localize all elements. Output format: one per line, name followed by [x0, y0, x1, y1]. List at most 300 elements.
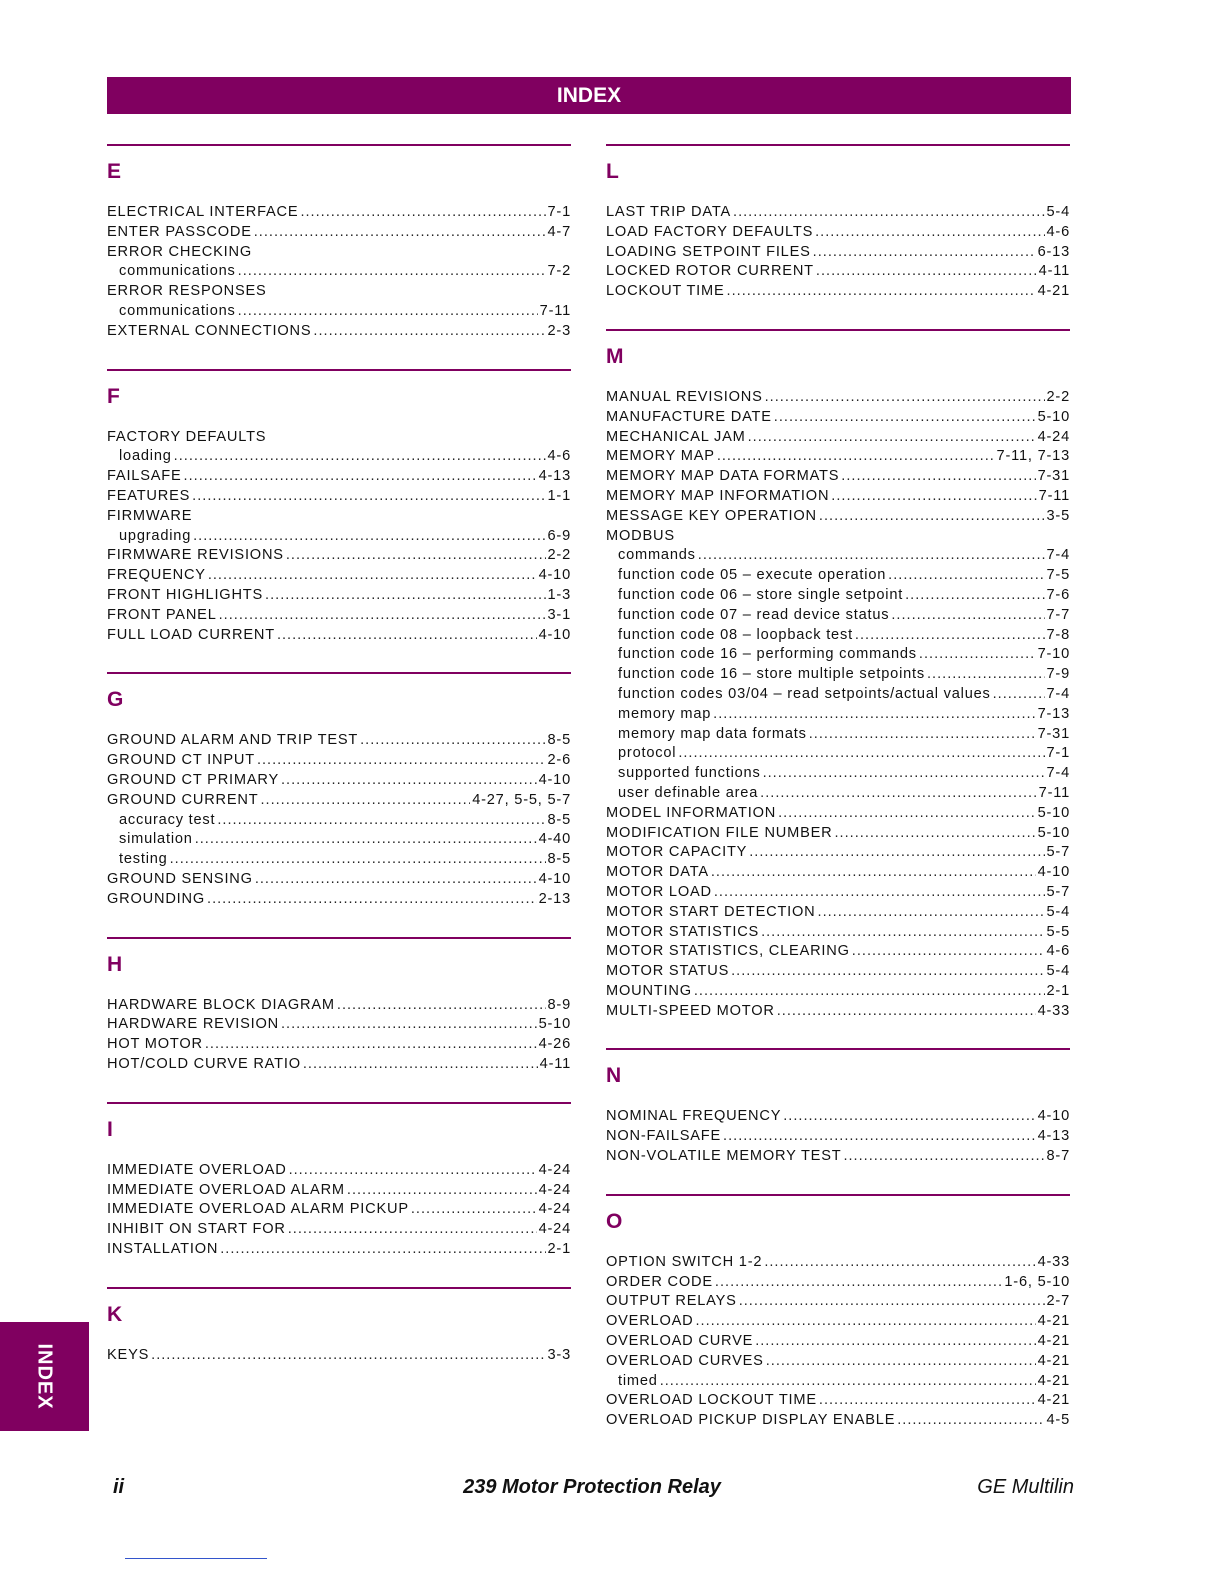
dot-leader — [778, 804, 1036, 824]
index-entry[interactable] — [606, 1332, 1070, 1352]
dot-leader — [238, 262, 546, 282]
index-column-right — [606, 144, 1070, 1458]
entry-page-ref[interactable]: 7-2 — [547, 263, 571, 280]
entry-term: MOTOR STATISTICS, CLEARING — [606, 943, 850, 960]
dot-leader — [766, 1352, 1036, 1372]
entry-page-ref[interactable]: 7-10 — [1037, 646, 1070, 663]
dot-leader — [777, 1002, 1036, 1022]
index-subentry[interactable] — [606, 606, 1070, 626]
index-entry[interactable] — [606, 1411, 1070, 1431]
dot-leader — [696, 1312, 1036, 1332]
index-entry[interactable] — [107, 1181, 571, 1201]
entry-term: INSTALLATION — [107, 1240, 219, 1257]
entry-term: FIRMWARE REVISIONS — [107, 547, 284, 564]
index-entry[interactable] — [107, 487, 571, 507]
entry-term: ELECTRICAL INTERFACE — [107, 204, 299, 220]
index-subentry[interactable] — [107, 262, 571, 282]
entry-term: function codes 03/04 – read setpoints/actual values — [618, 685, 991, 702]
index-entry[interactable] — [107, 1035, 571, 1055]
entry-term: LOADING SETPOINT FILES — [606, 243, 811, 260]
index-entry[interactable] — [606, 527, 1070, 547]
entry-page-ref[interactable]: 4-24 — [538, 1201, 571, 1218]
entry-term: FIRMWARE — [107, 507, 193, 524]
entry-term: LOCKOUT TIME — [606, 283, 725, 300]
dot-leader — [170, 850, 546, 870]
entry-term: GROUND CURRENT — [107, 791, 259, 808]
entry-page-ref[interactable]: 5-4 — [1046, 963, 1070, 980]
index-entry[interactable] — [107, 1200, 571, 1220]
index-section — [606, 144, 1070, 302]
entry-page-ref[interactable]: 7-4 — [1046, 765, 1070, 782]
index-entry[interactable] — [606, 962, 1070, 982]
entry-page-ref[interactable]: 4-10 — [538, 870, 571, 887]
index-entry[interactable] — [107, 1346, 571, 1366]
index-entry[interactable] — [107, 428, 571, 448]
dot-leader — [717, 447, 995, 467]
entry-page-ref[interactable]: 5-10 — [1037, 408, 1070, 425]
entry-page-ref[interactable]: 2-13 — [538, 890, 571, 907]
entry-term: OVERLOAD CURVE — [606, 1333, 754, 1350]
entry-term: HOT MOTOR — [107, 1036, 203, 1053]
index-entry[interactable] — [107, 586, 571, 606]
entry-page-ref[interactable]: 8-7 — [1046, 1148, 1070, 1165]
entry-page-ref[interactable]: 7-6 — [1046, 586, 1070, 603]
entry-term: memory map — [618, 705, 712, 722]
entry-page-ref[interactable]: 4-10 — [538, 771, 571, 788]
entry-page-ref[interactable]: 4-7 — [547, 223, 571, 240]
dot-leader — [819, 507, 1045, 527]
entry-page-ref[interactable]: 4-5 — [1046, 1412, 1070, 1429]
dot-leader — [733, 203, 1044, 223]
entry-page-ref[interactable]: 2-1 — [1046, 982, 1070, 999]
entry-page-ref[interactable]: 5-7 — [1046, 844, 1070, 861]
index-entry[interactable] — [606, 428, 1070, 448]
index-section — [107, 937, 571, 1075]
entry-page-ref[interactable]: 7-11 — [1038, 784, 1070, 801]
index-subentry[interactable] — [606, 546, 1070, 566]
entry-term: memory map data formats — [618, 725, 807, 742]
footer-page-number: ii — [113, 1476, 125, 1498]
entry-term: OUTPUT RELAYS — [606, 1293, 737, 1310]
index-entry[interactable] — [606, 388, 1070, 408]
entry-term: upgrading — [119, 527, 192, 544]
dot-leader — [265, 586, 545, 606]
index-section — [107, 1287, 571, 1366]
dot-leader — [195, 830, 537, 850]
entry-term: protocol — [618, 745, 677, 762]
dot-leader — [855, 626, 1045, 646]
dot-leader — [238, 302, 538, 322]
section-letter: O — [606, 1209, 623, 1233]
entry-page-ref[interactable]: 8-5 — [547, 851, 571, 868]
index-entry[interactable] — [606, 942, 1070, 962]
entry-term: MOTOR CAPACITY — [606, 844, 748, 861]
index-entry[interactable] — [606, 824, 1070, 844]
entry-term: GROUND SENSING — [107, 870, 253, 887]
entry-page-ref[interactable]: 7-11, 7-13 — [996, 448, 1070, 465]
entry-term: accuracy test — [119, 811, 216, 828]
index-entry[interactable] — [606, 1002, 1070, 1022]
entry-page-ref[interactable]: 4-21 — [1037, 1333, 1070, 1350]
index-entry[interactable] — [606, 1253, 1070, 1273]
entry-page-ref[interactable]: 4-33 — [1037, 1002, 1070, 1019]
dot-leader — [217, 811, 545, 831]
entry-page-ref[interactable]: 7-1 — [547, 204, 571, 220]
entry-term: GROUNDING — [107, 890, 206, 907]
section-letter: G — [107, 688, 124, 712]
dot-leader — [300, 203, 545, 223]
index-entry[interactable] — [107, 890, 571, 910]
index-section — [606, 1048, 1070, 1166]
dot-leader — [852, 942, 1045, 962]
entry-page-ref[interactable]: 4-21 — [1037, 1392, 1070, 1409]
index-entry[interactable] — [606, 1352, 1070, 1372]
index-entry[interactable] — [107, 467, 571, 487]
dot-leader — [711, 863, 1036, 883]
entry-page-ref[interactable]: 3-1 — [547, 606, 571, 623]
index-entry[interactable] — [107, 1055, 571, 1075]
index-entry[interactable] — [107, 243, 571, 263]
entry-page-ref[interactable]: 7-31 — [1037, 725, 1070, 742]
index-subentry[interactable] — [107, 527, 571, 547]
entry-page-ref[interactable]: 7-1 — [1046, 745, 1070, 762]
index-entry[interactable] — [107, 223, 571, 243]
entry-term: GROUND ALARM AND TRIP TEST — [107, 732, 359, 749]
entry-page-ref[interactable]: 7-9 — [1046, 666, 1070, 683]
entry-page-ref[interactable]: 7-13 — [1037, 705, 1070, 722]
section-letter: K — [107, 1302, 123, 1326]
index-subentry[interactable] — [606, 784, 1070, 804]
entry-page-ref[interactable]: 1-3 — [547, 586, 571, 603]
dot-leader — [192, 487, 545, 507]
entry-page-ref[interactable]: 1-1 — [547, 487, 571, 504]
entry-page-ref[interactable]: 8-5 — [547, 811, 571, 828]
index-subentry[interactable] — [606, 586, 1070, 606]
index-entry[interactable] — [606, 487, 1070, 507]
dot-leader — [815, 223, 1044, 243]
entry-page-ref[interactable]: 5-10 — [1037, 804, 1070, 821]
index-entry[interactable] — [606, 203, 1070, 223]
entry-page-ref[interactable]: 6-9 — [547, 527, 571, 544]
index-entry[interactable] — [107, 771, 571, 791]
dot-leader — [749, 843, 1044, 863]
entry-term: MECHANICAL JAM — [606, 428, 746, 445]
entry-page-ref[interactable]: 2-2 — [547, 547, 571, 564]
entry-page-ref[interactable]: 1-6, 5-10 — [1004, 1273, 1070, 1290]
entry-page-ref[interactable]: 4-10 — [538, 567, 571, 584]
entry-page-ref[interactable]: 4-11 — [1038, 263, 1070, 280]
entry-page-ref[interactable]: 4-21 — [1037, 283, 1070, 300]
dot-leader — [193, 527, 545, 547]
entry-term: MEMORY MAP INFORMATION — [606, 487, 830, 504]
index-entry[interactable] — [606, 1273, 1070, 1293]
entry-page-ref[interactable]: 4-24 — [538, 1161, 571, 1178]
index-entry[interactable] — [606, 282, 1070, 302]
entry-term: MOTOR STATUS — [606, 963, 730, 980]
index-entry[interactable] — [606, 863, 1070, 883]
index-entry[interactable] — [107, 322, 571, 342]
entry-term: function code 07 – read device status — [618, 606, 890, 623]
entry-term: ORDER CODE — [606, 1273, 713, 1290]
index-section — [107, 369, 571, 646]
index-entry[interactable] — [606, 1292, 1070, 1312]
entry-term: FRONT HIGHLIGHTS — [107, 586, 264, 603]
entry-page-ref[interactable]: 5-7 — [1046, 883, 1070, 900]
dot-leader — [277, 626, 537, 646]
entry-term: MEMORY MAP — [606, 448, 715, 465]
index-entry[interactable] — [606, 883, 1070, 903]
index-subentry[interactable] — [606, 685, 1070, 705]
section-letter: N — [606, 1064, 622, 1088]
entry-term: ERROR CHECKING — [107, 243, 252, 260]
dot-leader — [765, 388, 1045, 408]
index-entry[interactable] — [107, 1220, 571, 1240]
dot-leader — [207, 890, 537, 910]
entry-term: MOUNTING — [606, 982, 692, 999]
entry-term: MESSAGE KEY OPERATION — [606, 507, 817, 524]
dot-leader — [678, 744, 1044, 764]
dot-leader — [313, 322, 545, 342]
index-entry[interactable] — [606, 903, 1070, 923]
index-entry[interactable] — [107, 996, 571, 1016]
entry-term: FAILSAFE — [107, 468, 182, 485]
entry-page-ref[interactable]: 7-31 — [1037, 468, 1070, 485]
entry-term: IMMEDIATE OVERLOAD ALARM — [107, 1181, 345, 1198]
entry-term: OVERLOAD PICKUP DISPLAY ENABLE — [606, 1412, 896, 1429]
dot-leader — [818, 903, 1045, 923]
entry-term: KEYS — [107, 1346, 150, 1363]
entry-page-ref[interactable]: 4-6 — [1046, 223, 1070, 240]
index-subentry[interactable] — [107, 811, 571, 831]
dot-leader — [713, 705, 1035, 725]
entry-page-ref[interactable]: 5-4 — [1046, 204, 1070, 220]
index-entry[interactable] — [107, 203, 571, 223]
entry-page-ref[interactable]: 4-10 — [1037, 1108, 1070, 1125]
entry-page-ref[interactable]: 4-6 — [547, 448, 571, 465]
index-subentry[interactable] — [606, 725, 1070, 745]
entry-term: communications — [119, 302, 236, 319]
entry-page-ref[interactable]: 4-40 — [538, 831, 571, 848]
index-entry[interactable] — [107, 626, 571, 646]
entry-page-ref[interactable]: 4-27, 5-5, 5-7 — [472, 791, 571, 808]
index-entry[interactable] — [107, 566, 571, 586]
entry-term: OVERLOAD — [606, 1313, 694, 1330]
index-entry[interactable] — [606, 467, 1070, 487]
entry-page-ref[interactable]: 7-11 — [539, 302, 571, 319]
entry-page-ref[interactable]: 7-8 — [1046, 626, 1070, 643]
entry-term: FULL LOAD CURRENT — [107, 626, 275, 643]
entry-page-ref[interactable]: 8-9 — [547, 996, 571, 1013]
index-entry[interactable] — [107, 507, 571, 527]
index-section — [107, 144, 571, 342]
entry-page-ref[interactable]: 5-10 — [1037, 824, 1070, 841]
index-entry[interactable] — [606, 243, 1070, 263]
index-subentry[interactable] — [107, 302, 571, 322]
index-entry[interactable] — [107, 1240, 571, 1260]
index-entry[interactable] — [107, 606, 571, 626]
entry-page-ref[interactable]: 4-33 — [1037, 1253, 1070, 1270]
index-entry[interactable] — [107, 1015, 571, 1035]
dot-leader — [819, 1391, 1036, 1411]
dot-leader — [723, 1127, 1036, 1147]
index-entry[interactable] — [606, 1312, 1070, 1332]
entry-term: OVERLOAD CURVES — [606, 1352, 764, 1369]
dot-leader — [286, 546, 546, 566]
entry-term: EXTERNAL CONNECTIONS — [107, 322, 312, 339]
index-section — [107, 672, 571, 909]
index-entry[interactable] — [107, 282, 571, 302]
index-entry[interactable] — [606, 804, 1070, 824]
index-entry[interactable] — [606, 1107, 1070, 1127]
index-entry[interactable] — [107, 791, 571, 811]
dot-leader — [281, 771, 537, 791]
entry-term: loading — [119, 448, 172, 465]
entry-page-ref[interactable]: 2-6 — [547, 752, 571, 769]
index-subentry[interactable] — [606, 645, 1070, 665]
entry-page-ref[interactable]: 8-5 — [547, 732, 571, 749]
entry-page-ref[interactable]: 3-3 — [547, 1346, 571, 1363]
entry-page-ref[interactable]: 5-5 — [1046, 923, 1070, 940]
entry-page-ref[interactable]: 2-1 — [547, 1240, 571, 1257]
entry-page-ref[interactable]: 6-13 — [1037, 243, 1070, 260]
dot-leader — [748, 428, 1036, 448]
entry-page-ref[interactable]: 7-4 — [1046, 685, 1070, 702]
index-subentry[interactable] — [606, 764, 1070, 784]
entry-page-ref[interactable]: 4-10 — [538, 626, 571, 643]
entry-page-ref[interactable]: 4-24 — [538, 1181, 571, 1198]
index-entry[interactable] — [606, 1127, 1070, 1147]
entry-term: supported functions — [618, 765, 761, 782]
entry-term: MODIFICATION FILE NUMBER — [606, 824, 833, 841]
entry-page-ref[interactable]: 7-4 — [1046, 547, 1070, 564]
entry-page-ref[interactable]: 3-5 — [1046, 507, 1070, 524]
dot-leader — [739, 1292, 1045, 1312]
entry-page-ref[interactable]: 2-7 — [1046, 1293, 1070, 1310]
entry-term: HARDWARE BLOCK DIAGRAM — [107, 996, 335, 1013]
index-subentry[interactable] — [107, 850, 571, 870]
dot-leader — [764, 1253, 1035, 1273]
entry-term: NOMINAL FREQUENCY — [606, 1108, 782, 1125]
index-entry[interactable] — [606, 447, 1070, 467]
index-entry[interactable] — [107, 546, 571, 566]
dot-leader — [731, 962, 1044, 982]
entry-term: MULTI-SPEED MOTOR — [606, 1002, 775, 1019]
entry-term: FREQUENCY — [107, 567, 206, 584]
dot-leader — [219, 606, 546, 626]
index-entry[interactable] — [606, 507, 1070, 527]
entry-page-ref[interactable]: 4-10 — [1037, 864, 1070, 881]
index-subentry[interactable] — [606, 705, 1070, 725]
entry-page-ref[interactable]: 4-13 — [538, 468, 571, 485]
section-letter: L — [606, 160, 619, 183]
index-subentry[interactable] — [107, 447, 571, 467]
entry-page-ref[interactable]: 2-2 — [1046, 388, 1070, 405]
dot-leader — [761, 923, 1044, 943]
entry-page-ref[interactable]: 4-24 — [1037, 428, 1070, 445]
dot-leader — [905, 586, 1044, 606]
index-entry[interactable] — [107, 751, 571, 771]
entry-page-ref[interactable]: 4-26 — [538, 1036, 571, 1053]
index-entry[interactable] — [606, 262, 1070, 282]
index-entry[interactable] — [606, 843, 1070, 863]
index-entry[interactable] — [107, 870, 571, 890]
dot-leader — [303, 1055, 538, 1075]
dot-leader — [220, 1240, 545, 1260]
entry-page-ref[interactable]: 2-3 — [547, 322, 571, 339]
index-subentry[interactable] — [606, 665, 1070, 685]
section-letter: M — [606, 344, 624, 368]
entry-term: HARDWARE REVISION — [107, 1016, 279, 1033]
index-entry[interactable] — [606, 1147, 1070, 1167]
entry-term: ERROR RESPONSES — [107, 283, 267, 300]
entry-term: OPTION SWITCH 1-2 — [606, 1253, 763, 1270]
dot-leader — [660, 1372, 1036, 1392]
side-index-tab[interactable] — [0, 1322, 89, 1431]
entry-page-ref[interactable]: 4-13 — [1037, 1128, 1070, 1145]
index-entry[interactable] — [606, 1391, 1070, 1411]
index-entry[interactable] — [107, 1161, 571, 1181]
entry-page-ref[interactable]: 7-5 — [1046, 567, 1070, 584]
side-tab-label: INDEX — [34, 1343, 56, 1410]
index-subentry[interactable] — [606, 1372, 1070, 1392]
dot-leader — [205, 1035, 537, 1055]
entry-term: MANUAL REVISIONS — [606, 388, 763, 405]
dot-leader — [813, 243, 1036, 263]
entry-page-ref[interactable]: 4-11 — [539, 1055, 571, 1072]
index-subentry[interactable] — [606, 566, 1070, 586]
entry-page-ref[interactable]: 4-6 — [1046, 943, 1070, 960]
index-subentry[interactable] — [606, 626, 1070, 646]
index-subentry[interactable] — [606, 744, 1070, 764]
dot-leader — [715, 1273, 1002, 1293]
index-entry[interactable] — [606, 923, 1070, 943]
index-entry[interactable] — [606, 408, 1070, 428]
entry-page-ref[interactable]: 4-24 — [538, 1221, 571, 1238]
index-entry[interactable] — [107, 731, 571, 751]
dot-leader — [816, 262, 1037, 282]
entry-page-ref[interactable]: 4-21 — [1037, 1313, 1070, 1330]
dot-leader — [897, 1411, 1044, 1431]
entry-term: FACTORY DEFAULTS — [107, 428, 267, 445]
entry-term: GROUND CT INPUT — [107, 752, 255, 769]
entry-term: MODEL INFORMATION — [606, 804, 777, 821]
entry-page-ref[interactable]: 7-11 — [1038, 487, 1070, 504]
index-entry[interactable] — [606, 982, 1070, 1002]
dot-leader — [714, 883, 1045, 903]
entry-term: GROUND CT PRIMARY — [107, 771, 279, 788]
entry-term: NON-FAILSAFE — [606, 1128, 722, 1145]
dot-leader — [841, 467, 1035, 487]
entry-page-ref[interactable]: 4-21 — [1037, 1352, 1070, 1369]
entry-term: MODBUS — [606, 527, 675, 544]
dot-leader — [760, 784, 1037, 804]
index-entry[interactable] — [606, 223, 1070, 243]
dot-leader — [831, 487, 1036, 507]
index-subentry[interactable] — [107, 830, 571, 850]
dot-leader — [694, 982, 1045, 1002]
entry-page-ref[interactable]: 5-10 — [538, 1016, 571, 1033]
entry-page-ref[interactable]: 7-7 — [1046, 606, 1070, 623]
entry-term: function code 16 – store multiple setpoints — [618, 666, 925, 683]
entry-page-ref[interactable]: 5-4 — [1046, 903, 1070, 920]
entry-term: LOAD FACTORY DEFAULTS — [606, 223, 814, 240]
section-letter: F — [107, 384, 120, 408]
entry-page-ref[interactable]: 4-21 — [1037, 1372, 1070, 1389]
dot-leader — [927, 665, 1045, 685]
entry-term: INHIBIT ON START FOR — [107, 1221, 286, 1238]
dot-leader — [360, 731, 545, 751]
entry-term: IMMEDIATE OVERLOAD ALARM PICKUP — [107, 1201, 409, 1218]
